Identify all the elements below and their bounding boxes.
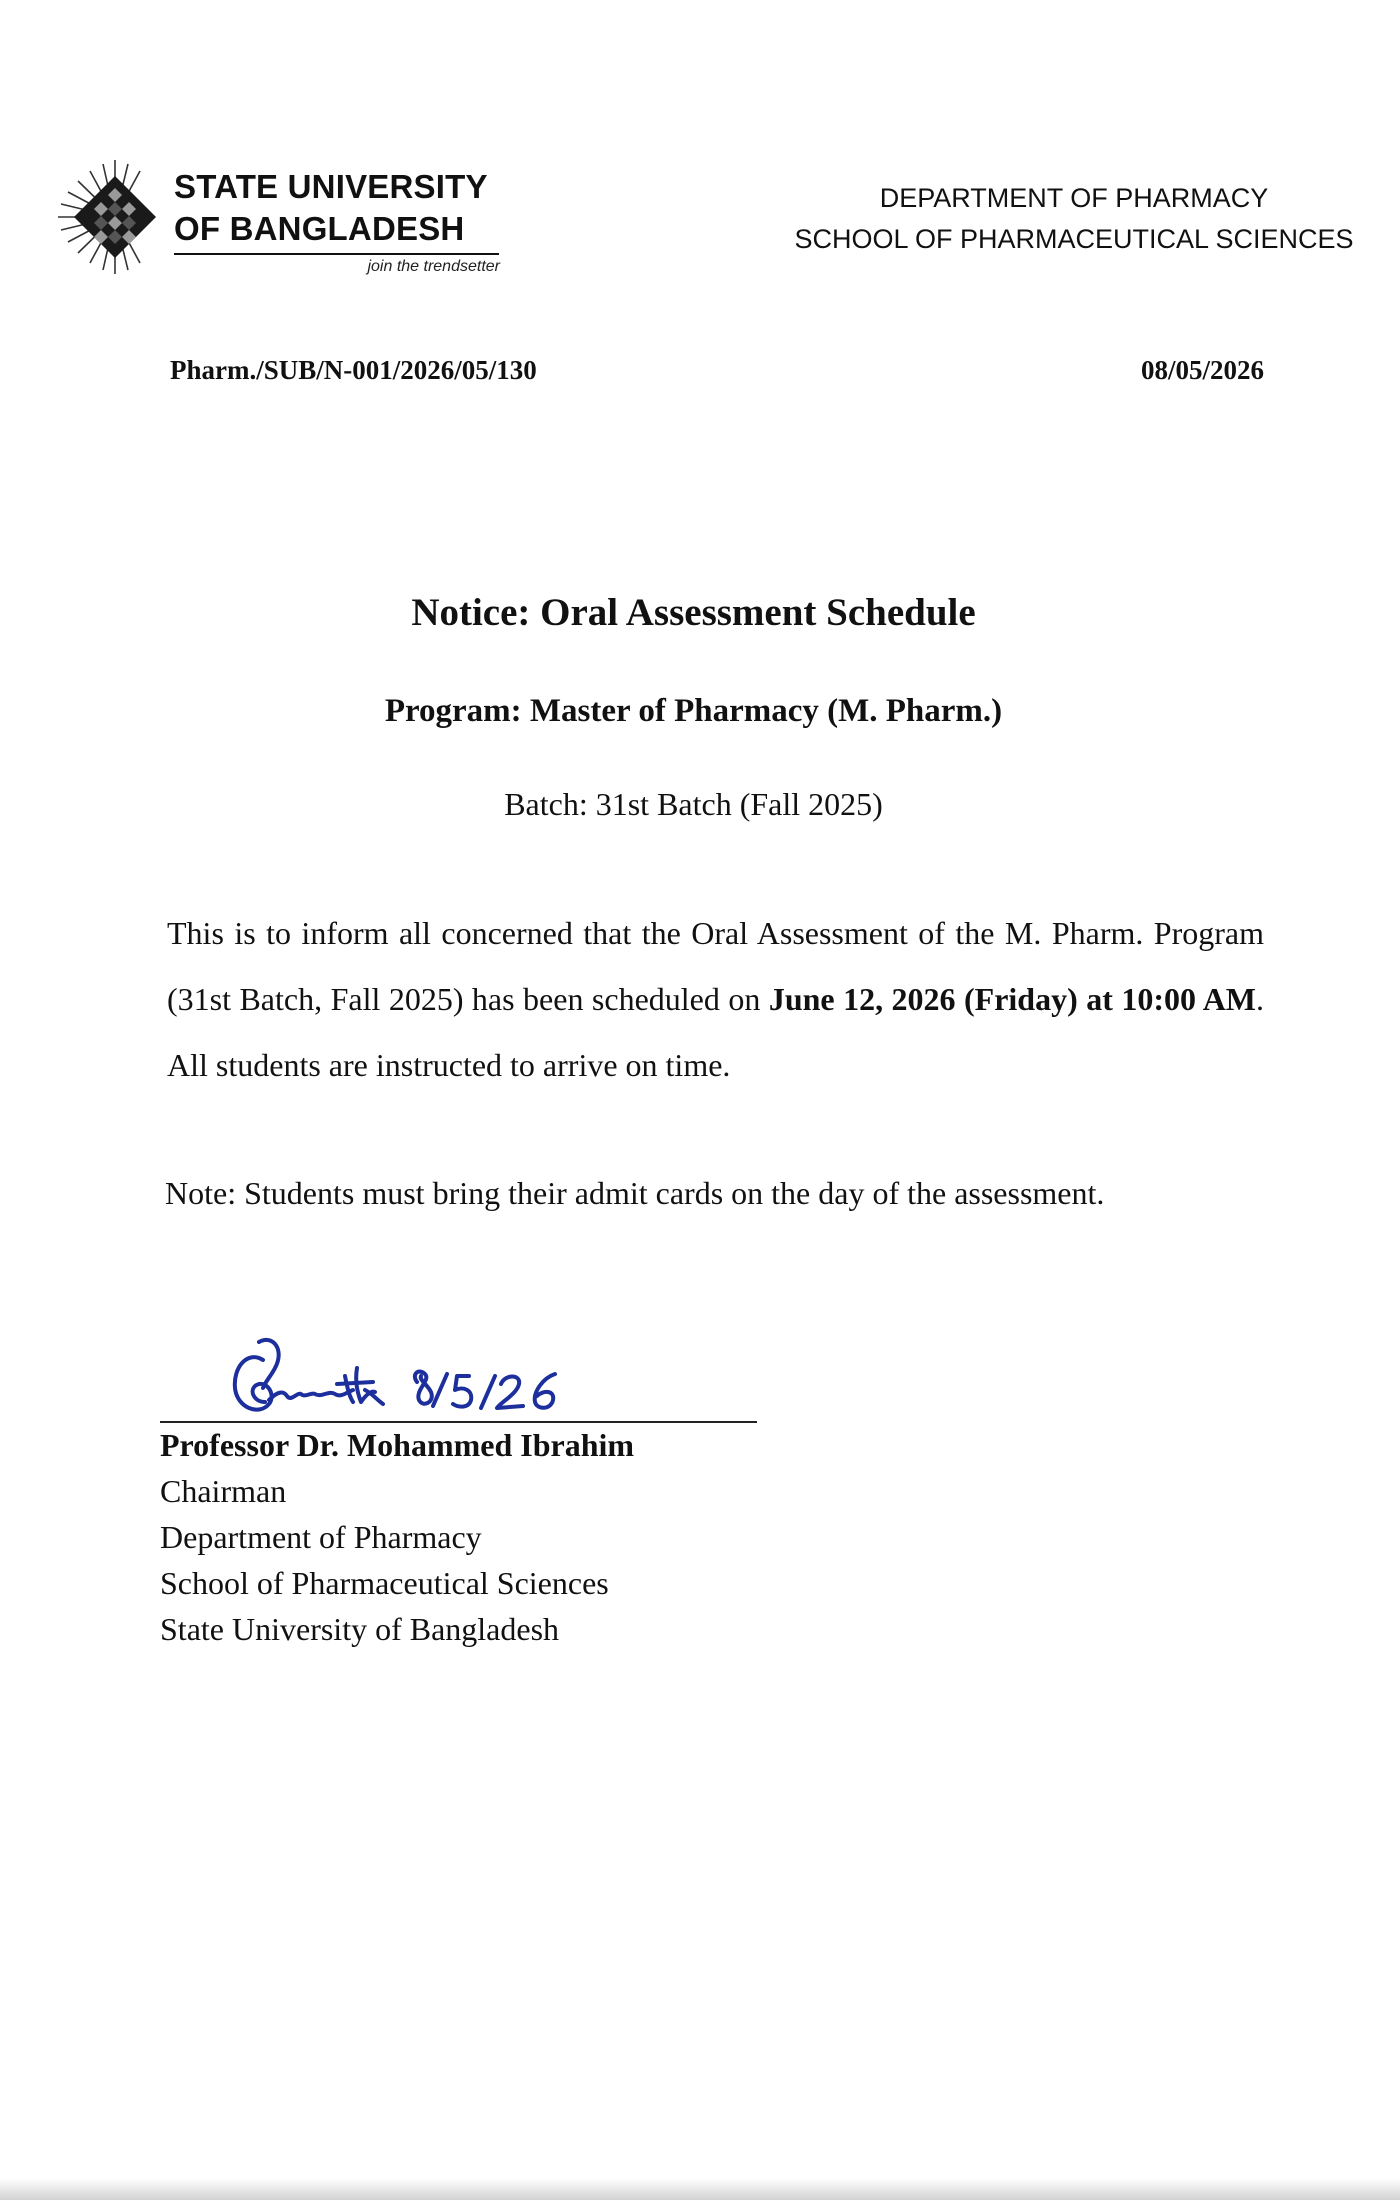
- signatory-department: Department of Pharmacy: [160, 1519, 482, 1555]
- university-tagline: join the trendsetter: [367, 258, 500, 275]
- university-name-line2: OF BANGLADESH: [174, 210, 465, 247]
- university-logo: [56, 150, 506, 280]
- reference-number: Pharm./SUB/N-001/2026/05/130: [170, 355, 537, 385]
- notice-note: Note: Students must bring their admit cards on the day of the assessment.: [165, 1175, 1105, 1211]
- department-name: DEPARTMENT OF PHARMACY: [879, 183, 1269, 213]
- body-text-part2: . All students are instructed to arrive on time.: [167, 981, 1265, 1083]
- department-header: [794, 178, 1354, 260]
- signatory-school: School of Pharmaceutical Sciences: [160, 1565, 609, 1601]
- signatory-block: [160, 1422, 634, 1652]
- issue-date: 08/05/2026: [1140, 355, 1264, 385]
- handwritten-signature: [225, 1320, 605, 1430]
- notice-body: [167, 900, 1264, 1098]
- program-line: Program: Master of Pharmacy (M. Pharm.): [384, 693, 1003, 729]
- logo-divider: [174, 253, 499, 255]
- signatory-university: State University of Bangladesh: [160, 1611, 560, 1647]
- diamond-sunburst-logo-icon: [56, 158, 174, 276]
- batch-line: Batch: 31st Batch (Fall 2025): [504, 786, 883, 822]
- university-name-line1: STATE UNIVERSITY: [174, 168, 488, 205]
- school-name: SCHOOL OF PHARMACEUTICAL SCIENCES: [794, 224, 1354, 254]
- signatory-name: Professor Dr. Mohammed Ibrahim: [160, 1427, 635, 1463]
- notice-title: Notice: Oral Assessment Schedule: [411, 591, 976, 634]
- body-text-part1: This is to inform all concerned that the Oral Assessment of the M. Pharm. Program (31st Batch, Fall 2025) has been scheduled on: [167, 915, 1264, 1017]
- assessment-date-time: June 12, 2026 (Friday) at 10:00 AM: [768, 981, 1257, 1017]
- signatory-designation: Chairman: [160, 1473, 287, 1509]
- scan-bottom-edge: [0, 2178, 1400, 2200]
